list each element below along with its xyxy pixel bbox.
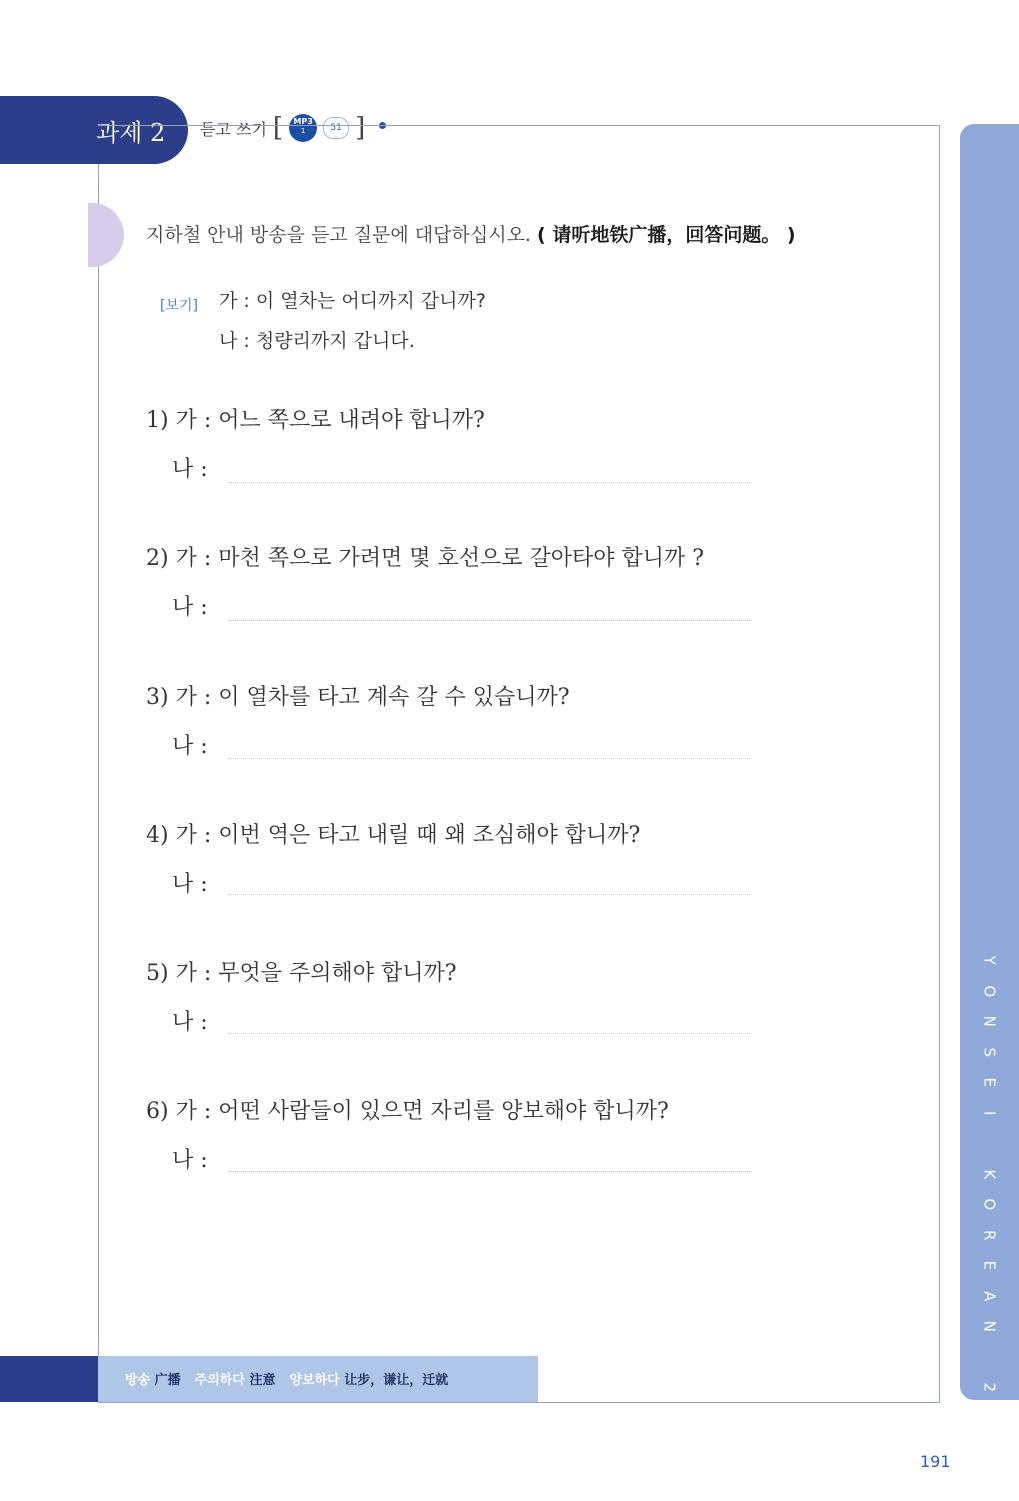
side-label-letter: A [980,1290,999,1301]
question-2: 2) 가 : 마천 쪽으로 가려면 몇 호선으로 갈아타야 합니까 ? [146,546,705,571]
answer-line-6[interactable] [228,1171,752,1172]
side-label-letter: E [980,1077,999,1087]
question-5: 5) 가 : 무엇을 주의해야 합니까? [146,961,457,986]
instruction [146,220,796,247]
frame-left-rule [98,164,99,1359]
side-label-letter: S [980,1046,999,1057]
content-frame [98,125,940,1403]
side-label [974,945,1004,1403]
side-label-letter [974,1128,1005,1158]
side-label-letter: E [980,1260,999,1270]
side-label-letter: 2 [980,1382,999,1393]
question-1: 1) 가 : 어느 쪽으로 내려야 합니까? [146,408,485,433]
side-label-letter [974,1342,1005,1372]
open-bracket: [ [272,113,284,143]
question-4: 4) 가 : 이번 역은 타고 내릴 때 왜 조심해야 합니까? [146,823,641,848]
question-6: 6) 가 : 어떤 사람들이 있으면 자리를 양보해야 합니까? [146,1099,669,1124]
side-label-letter: R [980,1229,999,1240]
vocab-item [125,1369,181,1388]
example-label: [보기] [160,298,198,314]
vocab-item [195,1369,276,1388]
answer-label-5: 나 : [172,1010,208,1035]
instruction-korean: 지하철 안내 방송을 듣고 질문에 대답하십시오. [146,224,531,246]
vocab-item [289,1369,448,1388]
answer-line-3[interactable] [228,758,752,759]
side-label-letter: N [980,1015,999,1027]
answer-label-2: 나 : [172,595,208,620]
question-3: 3) 가 : 이 열차를 타고 계속 갈 수 있습니까? [146,685,570,710]
example-question: 가 : 이 열차는 어디까지 갑니까? [219,290,486,312]
answer-label-6: 나 : [172,1148,208,1173]
vocab-chinese: 注意 [249,1373,276,1388]
task-label: 과제 2 [96,118,166,147]
answer-label-4: 나 : [172,872,208,897]
vocab-korean: 양보하다 [289,1373,340,1388]
side-label-letter: O [980,984,999,997]
vocab-bar-accent [0,1356,98,1402]
vocab-korean: 주의하다 [194,1373,245,1388]
answer-label-1: 나 : [172,457,208,482]
close-bracket: ] [355,113,366,143]
vocab-chinese: 广播 [154,1373,181,1388]
answer-line-1[interactable] [228,482,752,483]
mp3-disc-number: 1 [300,127,306,135]
instruction-chinese: ( 请听地铁广播，回答问题。 ) [537,224,796,246]
answer-line-5[interactable] [228,1033,752,1034]
vocab-chinese: 让步，谦让，迁就 [344,1373,449,1388]
side-label-letter: I [980,1110,999,1115]
mp3-label: MP3 [293,117,313,126]
answer-line-4[interactable] [228,894,752,895]
answer-label-3: 나 : [172,734,208,759]
side-label-letter: Y [980,955,999,965]
side-label-letter: N [980,1320,999,1332]
answer-line-2[interactable] [228,620,752,621]
section-title: 듣고 쓰기 [200,119,267,139]
side-label-letter: K [980,1168,999,1179]
example-answer: 나 : 청량리까지 갑니다. [219,330,415,352]
side-label-letter: O [980,1198,999,1211]
vocab-korean: 방송 [125,1373,151,1388]
page-number: 191 [920,1452,951,1471]
track-number: 51 [323,117,349,139]
vocab-list [125,1369,448,1388]
